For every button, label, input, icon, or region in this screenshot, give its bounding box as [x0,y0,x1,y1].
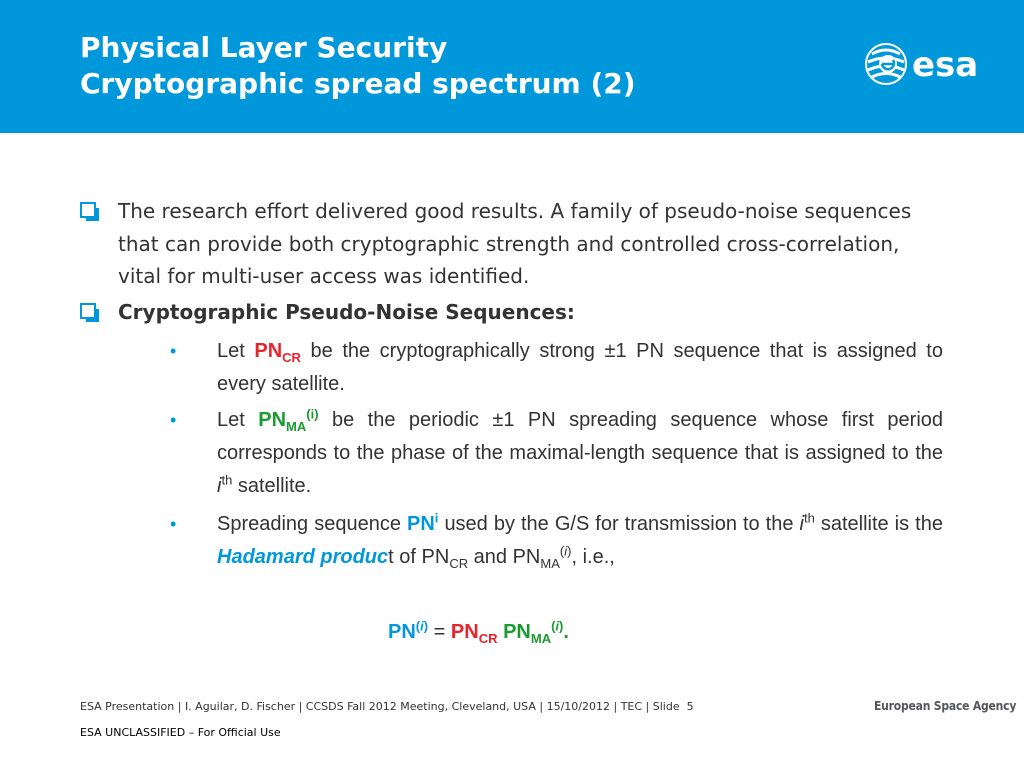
logo-wordmark: esa [912,45,979,85]
footer-agency-name: European Space Agency [874,699,1017,713]
pn-cr-symbol: $PN_{CR}$ [254,340,301,365]
formula-line [388,616,569,648]
sub-bullet-dot: • [170,341,177,361]
bullet-box-icon [80,202,96,218]
title-line-1: Physical Layer Security [80,31,448,64]
sub-bullet-3: Spreading sequence $PN^i$ used by the G/S for transmission to the $i^{th}$ satellite is the Hadamard product of $PN_{CR}$ and $PN_{MA}^{(i)}$, i.e., [217,510,943,571]
slide-title [80,30,636,102]
esa-globe-icon [866,44,906,84]
sub-bullet-dot: • [170,410,177,430]
bullet-box-icon [80,303,96,319]
formula-pn-i: PN$^{(i)}$ [388,618,429,643]
sub-bullet-2: Let $PN_{MA}^{(i)}$ be the periodic ±1 PN spreading sequence whose first period corresponds to the phase of the maximal-length sequence that is assigned to the $i^{th}$ satellite. [217,406,944,497]
formula-pn-ma: $PN_{MA}^{(i)}$. [503,618,569,646]
pn-i-symbol: $PN^i$ [406,510,439,535]
formula-pn-cr: $PN_{CR}$ [450,621,498,646]
title-line-2: Cryptographic spread spectrum (2) [80,67,636,100]
sub-bullet-dot: • [170,514,177,534]
pn-ma-symbol: $PN_{MA}^{(i)}$ [258,406,319,434]
esa-logo [862,40,1002,90]
title-bar [0,0,1024,133]
footer-classification: ESA UNCLASSIFIED – For Official Use [80,726,281,739]
hadamard-product-term: Hadamard produc [217,546,389,568]
formula-equals: = [433,621,446,643]
bullet-2-heading: Cryptographic Pseudo-Noise Sequences: [118,300,575,324]
bullet-1-text: The research effort delivered good results. A family of pseudo-noise sequences that can provide both cryptographic strength and controlled cross-correlation, vital for multi-user access was identified. [118,199,912,288]
sub-bullet-1: Let $PN_{CR}$ be the cryptographically strong ±1 PN sequence that is assigned to every satellite. [217,340,943,395]
footer-presentation-info: ESA Presentation | I. Aguilar, D. Fischer | CCSDS Fall 2012 Meeting, Cleveland, USA | 15/10/2012 | TEC | Slide 5 [80,700,694,713]
slide-number: 5 [686,700,694,713]
